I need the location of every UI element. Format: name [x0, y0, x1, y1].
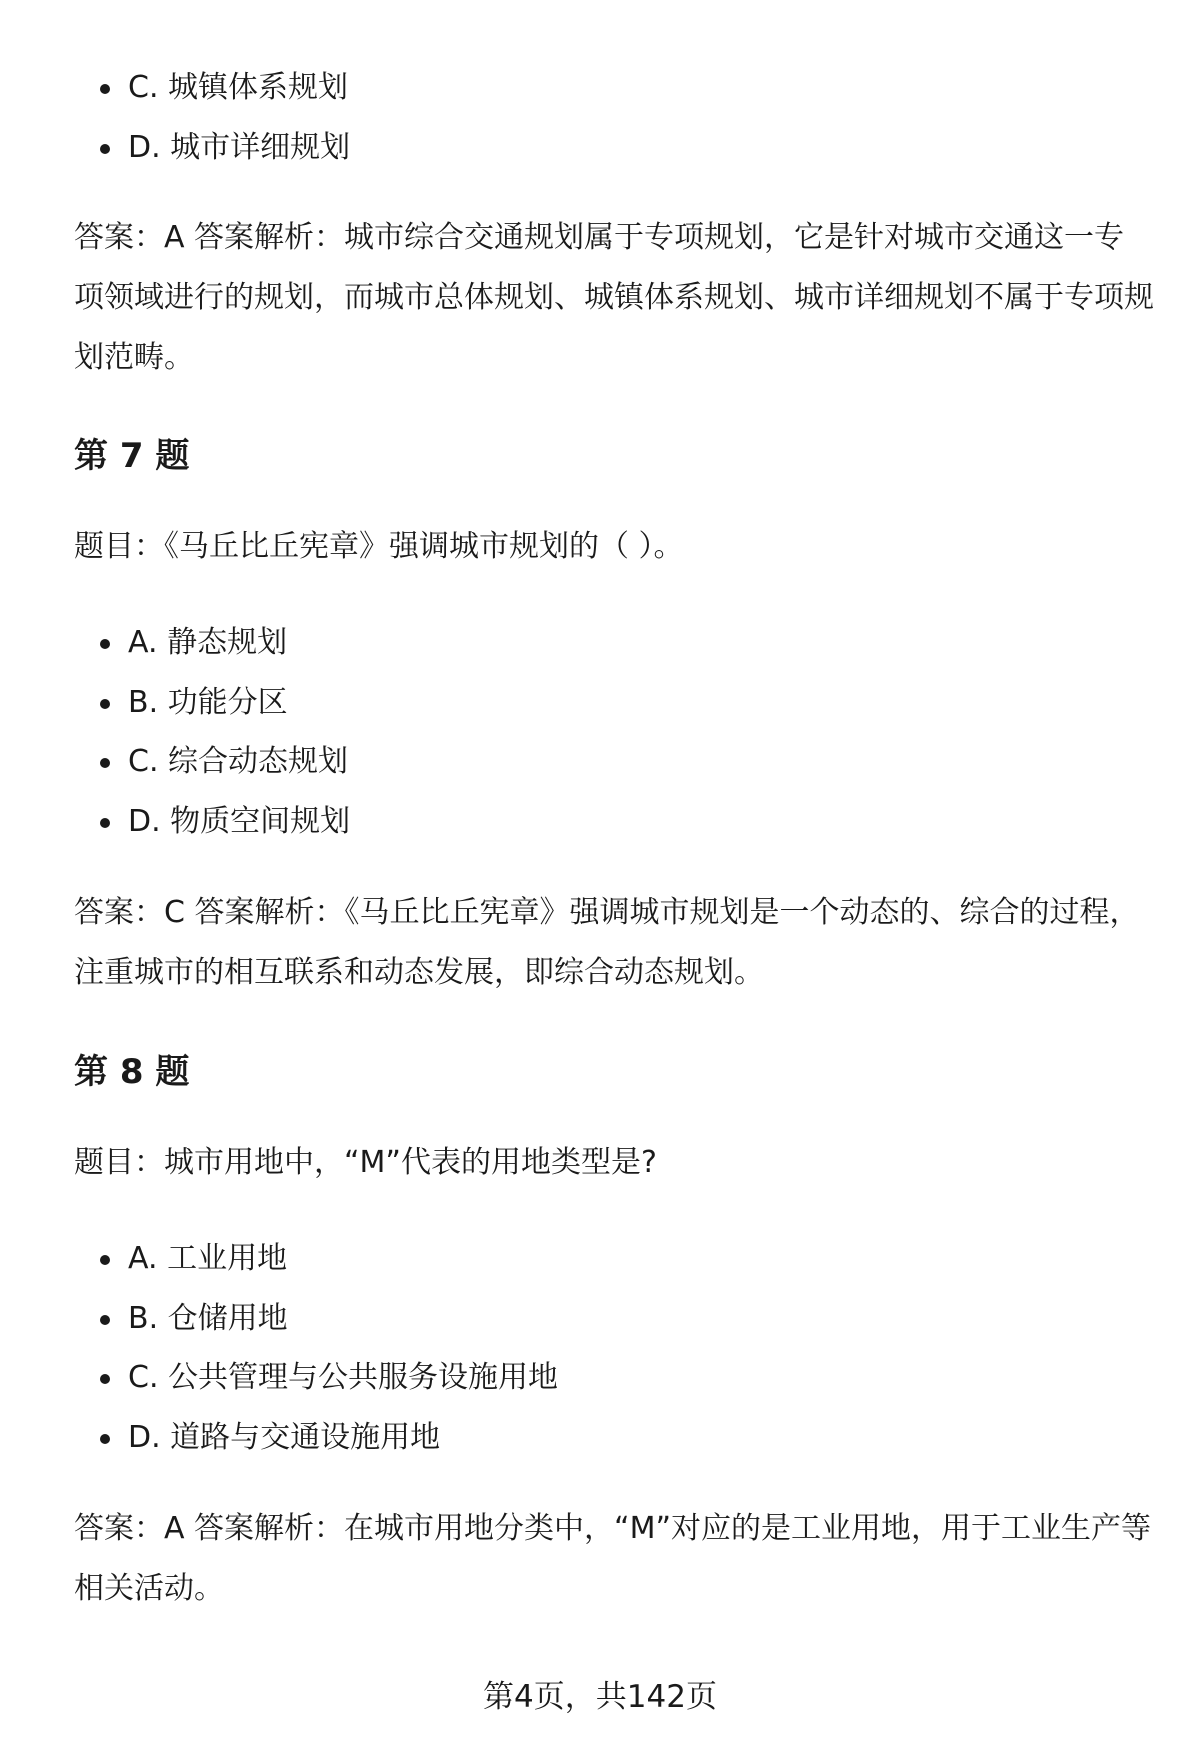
option-a: A. 工业用地 [128, 1239, 287, 1279]
page-indicator: 第4页，共142页 [483, 1679, 717, 1715]
question-7-heading: 第 7 题 [74, 436, 190, 476]
option-c: C. 公共管理与公共服务设施用地 [128, 1358, 558, 1398]
question-8-heading: 第 8 题 [74, 1052, 190, 1092]
option-b: B. 仓储用地 [128, 1299, 288, 1339]
prev-question-answer: 答案：A 答案解析：城市综合交通规划属于专项规划，它是针对城市交通这一专项领域进行的规划，而城市总体规划、城镇体系规划、城市详细规划不属于专项规划范畴。 [74, 220, 1154, 375]
option-d: D. 道路与交通设施用地 [128, 1418, 440, 1458]
option-d: D. 物质空间规划 [128, 802, 350, 842]
question-7-answer: 答案：C 答案解析：《马丘比丘宪章》强调城市规划是一个动态的、综合的过程，注重城市的相互联系和动态发展，即综合动态规划。 [74, 895, 1140, 990]
option-a: A. 静态规划 [128, 623, 287, 663]
option-c: C. 城镇体系规划 [128, 68, 348, 108]
option-c: C. 综合动态规划 [128, 742, 348, 782]
question-8-answer: 答案：A 答案解析：在城市用地分类中，“M”对应的是工业用地，用于工业生产等相关活动。 [74, 1511, 1152, 1606]
question-8-text: 题目：城市用地中，“M”代表的用地类型是? [74, 1145, 657, 1180]
option-d: D. 城市详细规划 [128, 128, 350, 168]
option-b: B. 功能分区 [128, 683, 288, 723]
question-7-text: 题目：《马丘比丘宪章》强调城市规划的（ ）。 [74, 529, 684, 564]
